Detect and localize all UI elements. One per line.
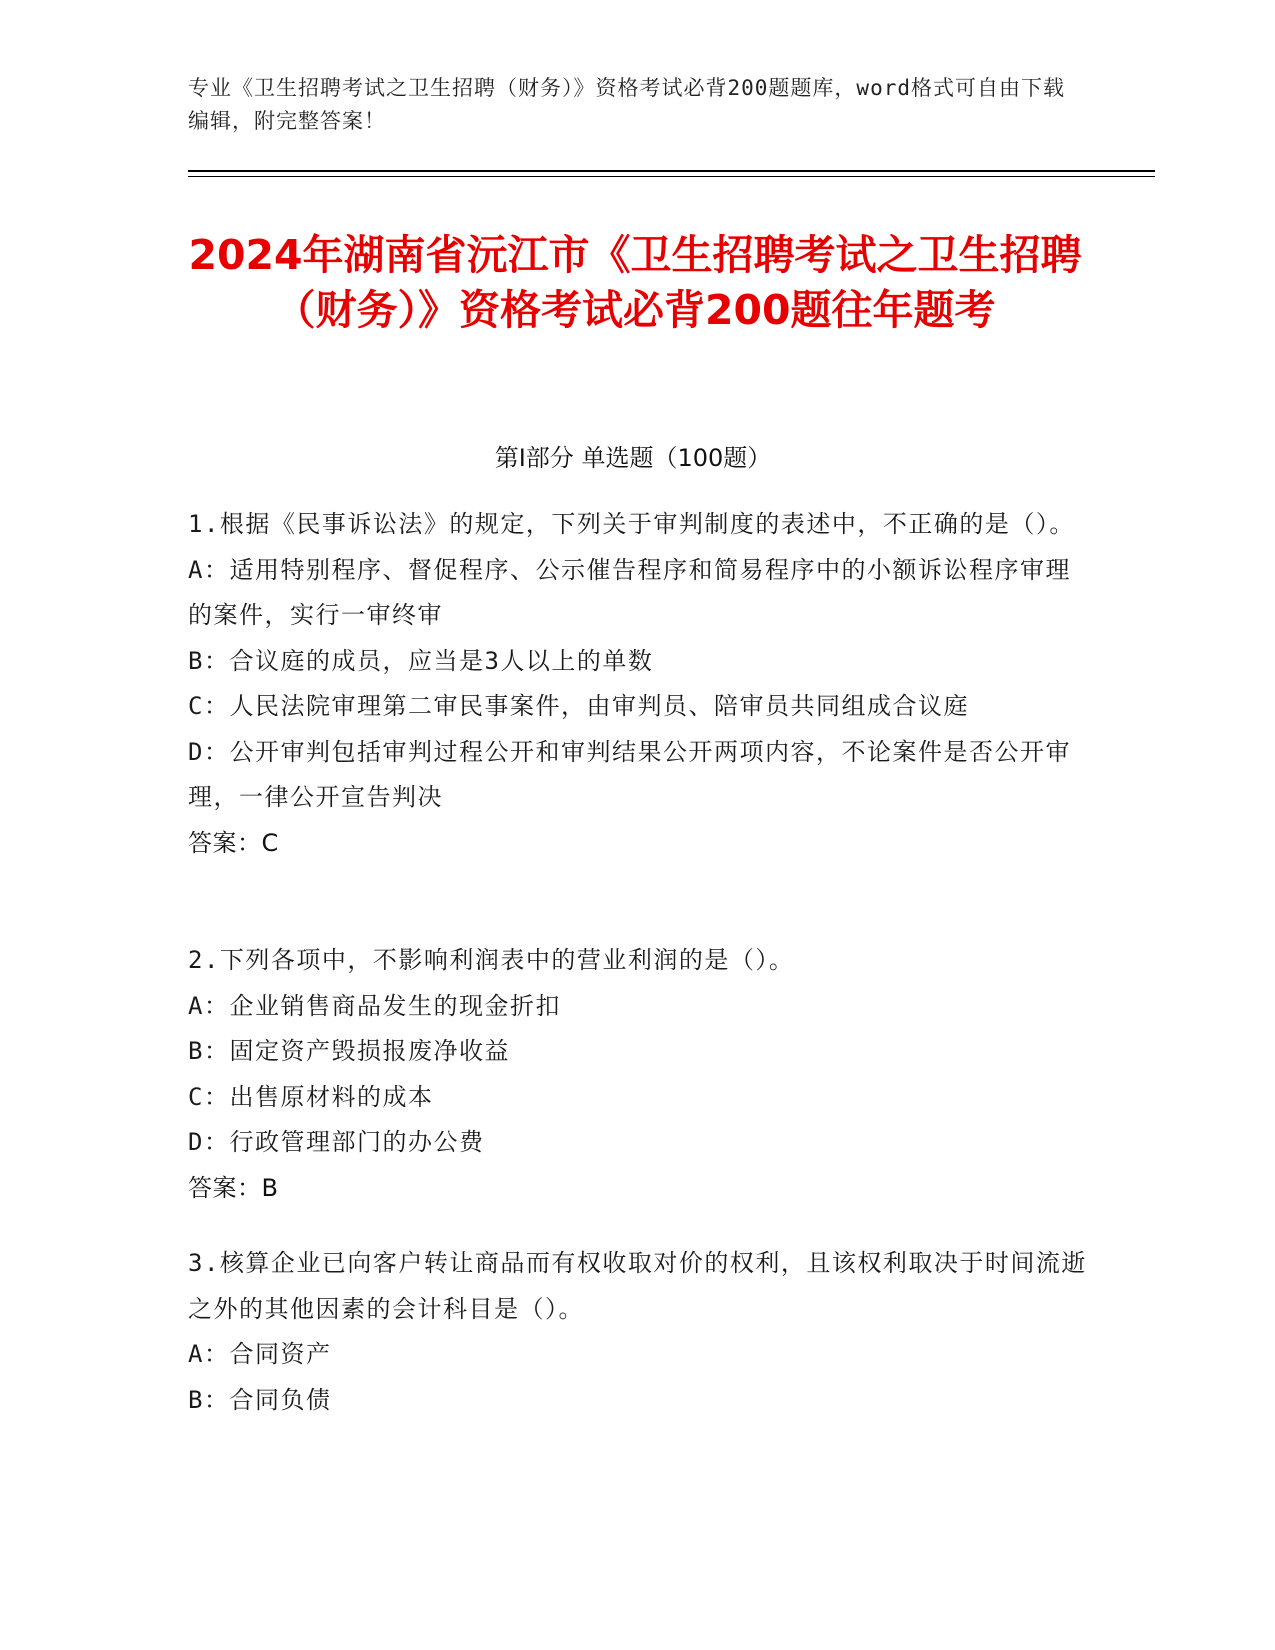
question-stem: 2.下列各项中，不影响利润表中的营业利润的是（）。: [188, 946, 795, 974]
header-note: 专业《卫生招聘考试之卫生招聘（财务）》资格考试必背200题题库，word格式可自由下载编辑，附完整答案！: [188, 76, 1065, 133]
answer: 答案：C: [188, 828, 279, 857]
option-c: C：人民法院审理第二审民事案件，由审判员、陪审员共同组成合议庭: [188, 692, 969, 720]
option-b: B：合议庭的成员，应当是3人以上的单数: [188, 646, 654, 675]
option-a: A：适用特别程序、督促程序、公示催告程序和简易程序中的小额诉讼程序审理的案件，实行一审终审: [188, 555, 1071, 629]
answer: 答案：B: [188, 1173, 279, 1202]
option-c: C：出售原材料的成本: [188, 1082, 434, 1111]
option-d: D：行政管理部门的办公费: [188, 1128, 485, 1156]
header-rule-thick: [188, 170, 1155, 172]
document-title: 2024年湖南省沅江市《卫生招聘考试之卫生招聘（财务）》资格考试必背200题往年题考: [188, 231, 1082, 334]
question-stem: 3.核算企业已向客户转让商品而有权收取对价的权利，且该权利取决于时间流逝之外的其他因素的会计科目是（）。: [188, 1249, 1087, 1323]
option-b: B：合同负债: [188, 1385, 332, 1414]
option-a: A：企业销售商品发生的现金折扣: [188, 991, 561, 1020]
option-d: D：公开审判包括审判过程公开和审判结果公开两项内容，不论案件是否公开审理，一律公开宣告判决: [188, 737, 1071, 811]
option-a: A：合同资产: [188, 1340, 332, 1368]
question-3: [188, 1241, 1088, 1423]
question-1: [188, 502, 1088, 866]
section-title: 第Ⅰ部分 单选题（100题）: [494, 444, 772, 472]
header-rule-thin: [188, 176, 1155, 177]
question-2: [188, 938, 1088, 1211]
question-stem: 1.根据《民事诉讼法》的规定，下列关于审判制度的表述中，不正确的是（）。: [188, 510, 1075, 538]
option-b: B：固定资产毁损报废净收益: [188, 1037, 510, 1065]
